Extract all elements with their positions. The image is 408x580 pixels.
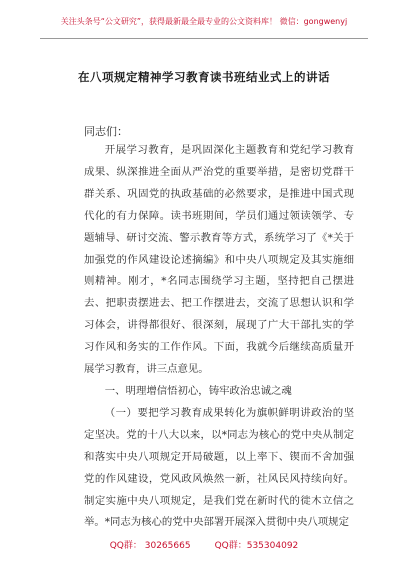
header-notice: 关注头条号“公文研究”，获得最新最全最专业的公文资料库！ 微信：gongwenyj [60,17,348,26]
paragraph-intro: 开展学习教育，是巩固深化主题教育和党纪学习教育成果、纵深推进全面从严治党的重要举措，是密切党群干群关系、巩固党的执政基础的必然要求，是推进中国式现代化的有力保障。读书班期间，学员们通过领读领学、专题辅导、研讨交流、警示教育等方式，系统学习了《*关于加强党的作风建设论述摘编》和中央八项规定及其实施细则精神。刚才，*名同志围绕学习主题，坚持把自己摆进去、把职责摆进去、把工作摆进去，交流了思想认识和学习体会，讲得都很好、很深刻，展现了广大干部扎实的学习作风和务实的工作作风。下面，我就今后继续高质量开展学习教育，讲三点意见。 [84,144,354,376]
section-heading-1: 一、明理增信悟初心，铸牢政治忠诚之魂 [104,384,292,397]
footer-qq-group-1: QQ群： 30265665 [109,541,191,551]
paragraph-point-1: （一）要把学习教育成果转化为旗帜鲜明讲政治的坚定坚决。党的十八大以来，以*同志为核心的党中央从制定和落实中央八项规定开局破题，以上率下、锲而不舍加强党的作风建设，党风政风焕然一新，社风民风持续向好。制定实施中央八项规定，是我们党在新时代的徙木立信之举。*同志为核心的党中央部署开展深入贯彻中央八项规定 [84,406,354,529]
header-divider [40,38,368,39]
footer-qq-group-2: QQ群：535304092 [214,541,299,551]
document-body [84,140,354,534]
salutation: 同志们： [84,125,128,138]
document-title: 在八项规定精神学习教育读书班结业式上的讲话 [78,70,330,84]
footer-contact [0,538,408,551]
